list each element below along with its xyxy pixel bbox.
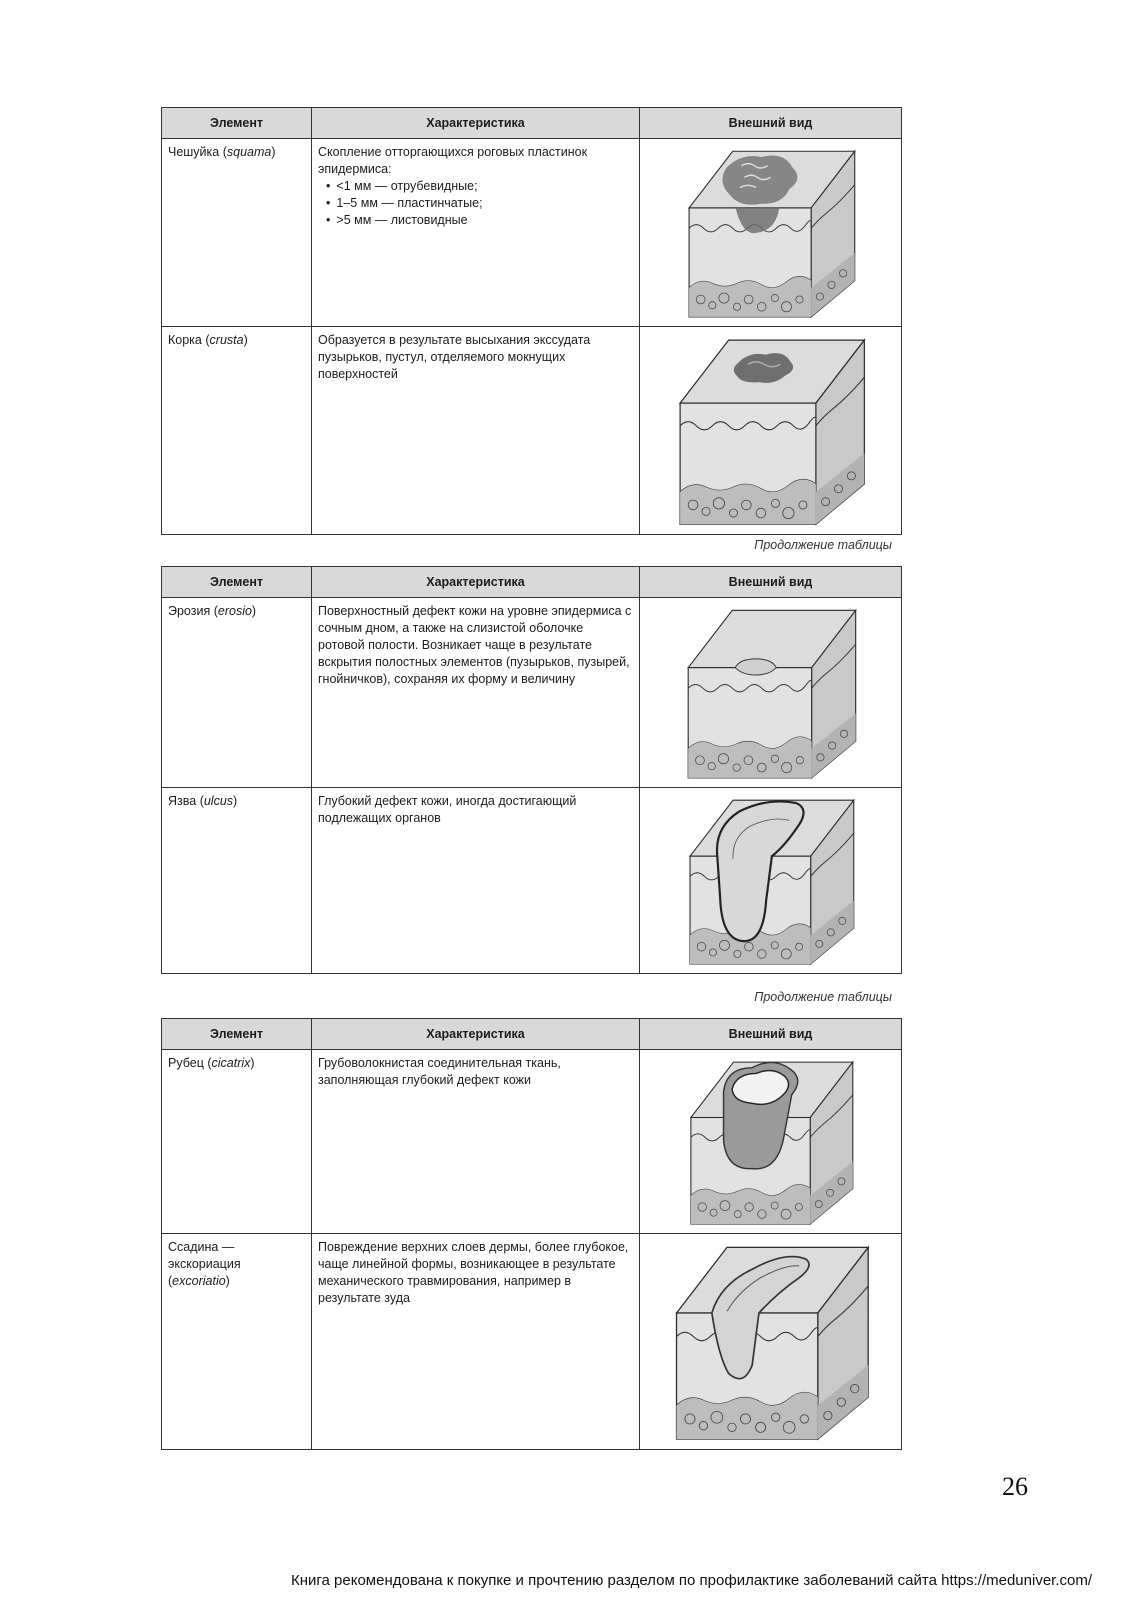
element-cell: Эрозия (erosio) bbox=[162, 598, 312, 788]
element-name: Рубец bbox=[168, 1056, 204, 1070]
table-part-3 bbox=[161, 1018, 902, 1450]
ulcus-illustration bbox=[644, 793, 894, 969]
table-header-row bbox=[162, 108, 902, 139]
characteristic-text: Глубокий дефект кожи, иногда достигающий подлежащих органов bbox=[318, 794, 577, 825]
table-part-2 bbox=[161, 566, 902, 974]
table-header-row bbox=[162, 567, 902, 598]
characteristic-text: Образуется в результате высыхания экссудата пузырьков, пустул, отделяемого мокнущих поверхностей bbox=[318, 333, 591, 381]
element-name: Чешуйка bbox=[168, 145, 220, 159]
appearance-cell bbox=[640, 327, 902, 535]
characteristic-cell bbox=[312, 788, 640, 974]
crusta-illustration bbox=[644, 332, 894, 530]
element-latin: excoriatio bbox=[172, 1274, 226, 1288]
characteristic-cell bbox=[312, 1050, 640, 1234]
footer-note: Книга рекомендована к покупке и прочтению разделом по профилактике заболеваний сайта https://meduniver.com/ bbox=[290, 1572, 1092, 1589]
element-name: Эрозия bbox=[168, 604, 211, 618]
element-cell: Рубец (cicatrix) bbox=[162, 1050, 312, 1234]
element-cell: Язва (ulcus) bbox=[162, 788, 312, 974]
element-name: Ссадина — экскориация bbox=[168, 1240, 241, 1271]
element-latin: squama bbox=[226, 145, 272, 159]
characteristic-text: Грубоволокнистая соединительная ткань, заполняющая глубокий дефект кожи bbox=[318, 1056, 561, 1087]
continuation-label: Продолжение таблицы bbox=[754, 538, 892, 552]
characteristic-cell bbox=[312, 598, 640, 788]
characteristic-text: Поверхностный дефект кожи на уровне эпидермиса с сочным дном, а также на слизистой оболочке ротовой полости. Возникает чаще в результате вскрытия полостных элементов (пузырьков, пузырей, гнойничков), сохраняя их форму и величину bbox=[318, 604, 632, 686]
element-name: Корка bbox=[168, 333, 202, 347]
element-cell: Корка (crusta) bbox=[162, 327, 312, 535]
table-header-row bbox=[162, 1019, 902, 1050]
size-list bbox=[318, 178, 633, 229]
excoriatio-illustration bbox=[644, 1239, 894, 1445]
header-characteristic: Характеристика bbox=[312, 108, 640, 139]
element-cell: Чешуйка (squama) bbox=[162, 139, 312, 327]
table-row bbox=[162, 1050, 902, 1234]
characteristic-cell bbox=[312, 327, 640, 535]
characteristic-text: Повреждение верхних слоев дермы, более глубокое, чаще линейной формы, возникающее в результате механического травмирования, например в результате зуда bbox=[318, 1240, 629, 1305]
characteristic-cell bbox=[312, 1234, 640, 1450]
page-number: 26 bbox=[1002, 1472, 1028, 1501]
erosio-illustration bbox=[644, 603, 894, 783]
table-row bbox=[162, 1234, 902, 1450]
characteristic-cell bbox=[312, 139, 640, 327]
appearance-cell bbox=[640, 1050, 902, 1234]
header-appearance: Внешний вид bbox=[640, 108, 902, 139]
table-row bbox=[162, 139, 902, 327]
list-item: • 1–5 мм — пластинчатые; bbox=[340, 195, 633, 212]
element-latin: crusta bbox=[209, 333, 244, 347]
header-element: Элемент bbox=[162, 567, 312, 598]
element-latin: ulcus bbox=[203, 794, 234, 808]
appearance-cell bbox=[640, 1234, 902, 1450]
element-cell: Ссадина — экскориация (excoriatio) bbox=[162, 1234, 312, 1450]
header-characteristic: Характеристика bbox=[312, 567, 640, 598]
appearance-cell bbox=[640, 598, 902, 788]
cicatrix-illustration bbox=[644, 1055, 894, 1229]
header-appearance: Внешний вид bbox=[640, 567, 902, 598]
element-name: Язва bbox=[168, 794, 197, 808]
table-row bbox=[162, 598, 902, 788]
continuation-label: Продолжение таблицы bbox=[754, 990, 892, 1004]
appearance-cell bbox=[640, 139, 902, 327]
table-row bbox=[162, 327, 902, 535]
characteristic-text: Скопление отторгающихся роговых пластинок эпидермиса: bbox=[318, 145, 588, 176]
list-item: • <1 мм — отрубевидные; bbox=[340, 178, 633, 195]
appearance-cell bbox=[640, 788, 902, 974]
header-appearance: Внешний вид bbox=[640, 1019, 902, 1050]
element-latin: erosio bbox=[217, 604, 252, 618]
element-latin: cicatrix bbox=[211, 1056, 251, 1070]
header-element: Элемент bbox=[162, 108, 312, 139]
list-item: • >5 мм — листовидные bbox=[340, 212, 633, 229]
squama-illustration bbox=[644, 144, 894, 322]
table-row bbox=[162, 788, 902, 974]
table-part-1 bbox=[161, 107, 902, 535]
header-element: Элемент bbox=[162, 1019, 312, 1050]
header-characteristic: Характеристика bbox=[312, 1019, 640, 1050]
